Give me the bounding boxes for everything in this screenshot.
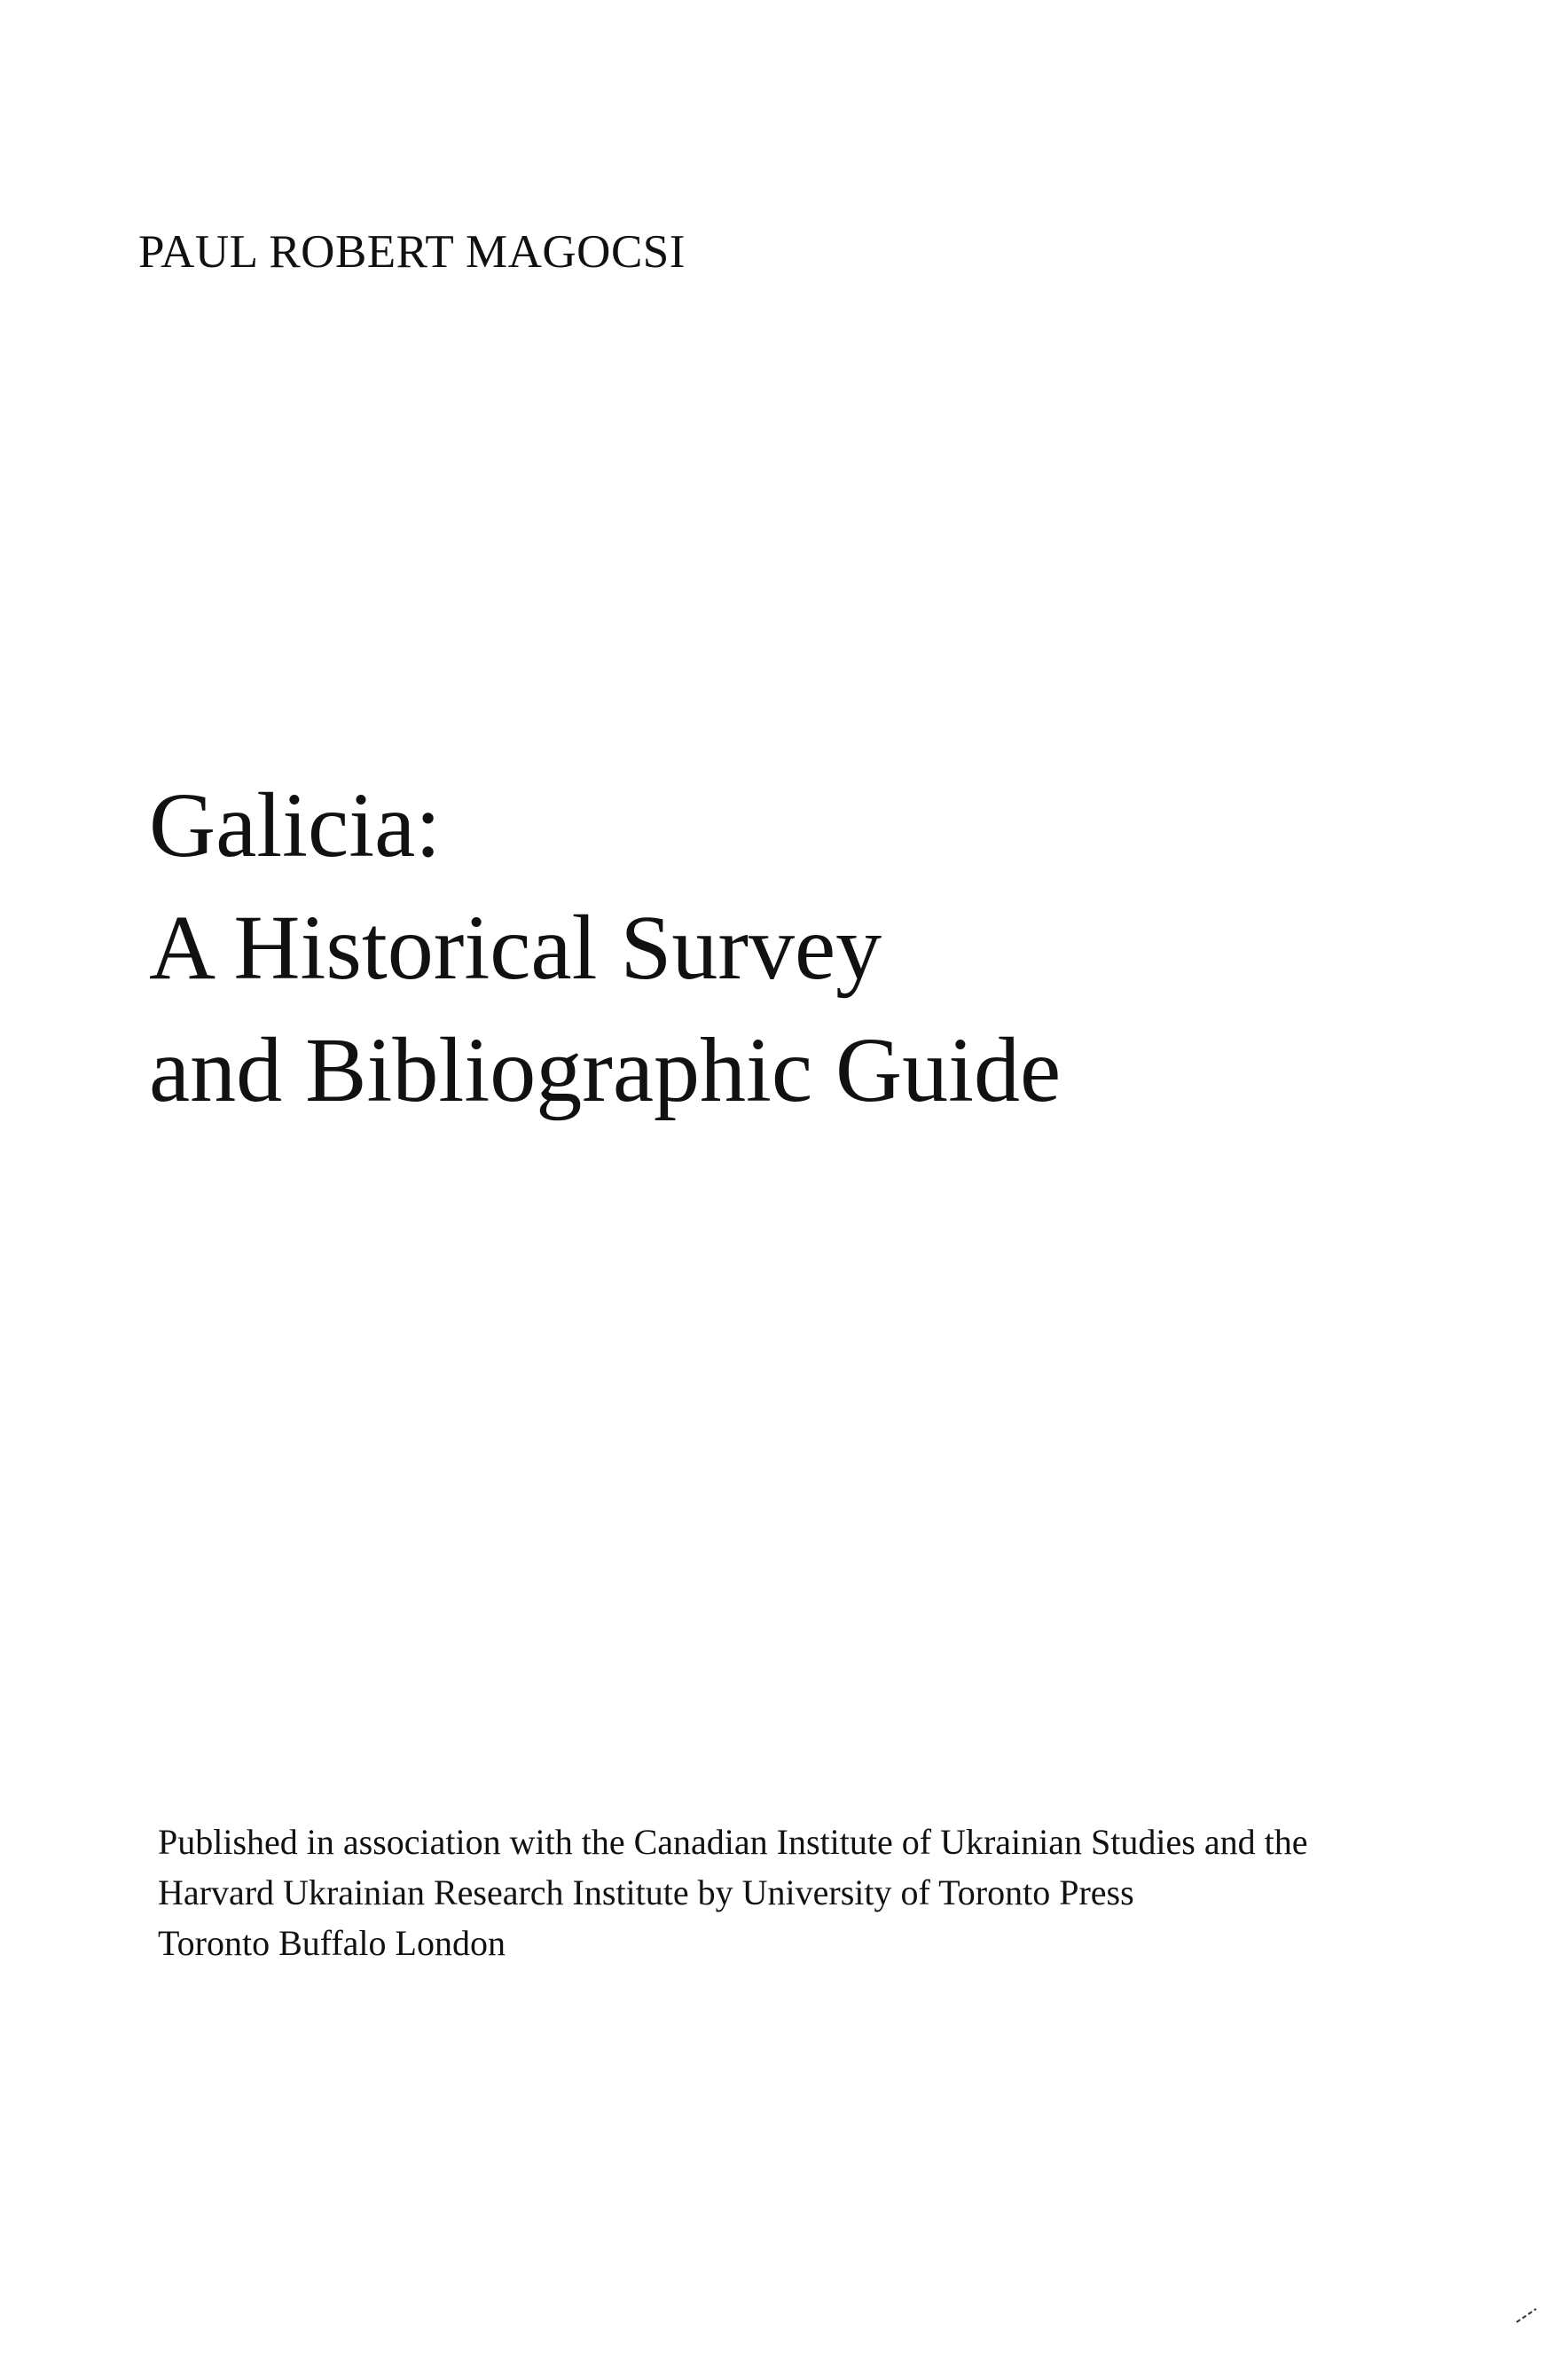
imprint-line: Toronto Buffalo London (158, 1923, 506, 1963)
title-line: and Bibliographic Guide (149, 1019, 1062, 1121)
author-name: PAUL ROBERT MAGOCSI (138, 226, 686, 278)
publisher-imprint (158, 1817, 1307, 1968)
imprint-line: Published in association with the Canadian Institute of Ukrainian Studies and the (158, 1822, 1308, 1862)
imprint-line: Harvard Ukrainian Research Institute by University of Toronto Press (158, 1872, 1134, 1912)
title-line: Galicia: (149, 774, 442, 876)
book-title (149, 765, 1061, 1132)
scan-mark-icon (1515, 2306, 1538, 2324)
title-line: A Historical Survey (149, 897, 882, 999)
